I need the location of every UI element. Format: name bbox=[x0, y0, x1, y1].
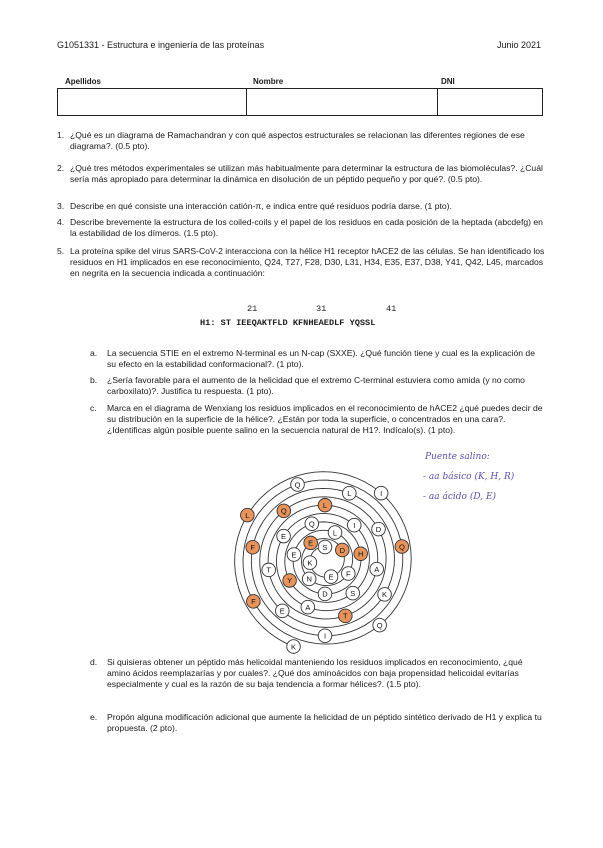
residue-letter: E bbox=[308, 538, 314, 548]
residue-letter: N bbox=[306, 574, 312, 584]
residue-14[interactable] bbox=[346, 586, 360, 600]
residue-16[interactable] bbox=[277, 529, 291, 543]
question-5: 5. La proteína spike del virus SARS-CoV-2 interacciona con la hélice H1 receptor hACE2 de las células. Se han identificado los residuos en H1 implicados en ese reconocimiento, Q24, T27, F28, D30, L31, H34, E35, E37, D38, Y41, Q42, L45, marcados en negrita en la secuencia indicada a continuación: bbox=[57, 246, 545, 278]
residue-letter: L bbox=[347, 489, 352, 498]
residue-32[interactable] bbox=[373, 618, 387, 632]
residue-letter: I bbox=[353, 520, 356, 530]
residue-2[interactable] bbox=[303, 556, 317, 570]
residue-27[interactable] bbox=[246, 540, 260, 554]
residue-6[interactable] bbox=[302, 572, 316, 586]
residue-letter: E bbox=[291, 550, 297, 560]
sequence-text: ST IEEQAKTFLD KFNHEAEDLF YQSSL bbox=[220, 318, 376, 328]
residue-28[interactable] bbox=[318, 629, 332, 643]
residue-3[interactable] bbox=[324, 570, 338, 584]
residue-letter: Q bbox=[280, 506, 287, 516]
residue-letter: L bbox=[332, 528, 338, 538]
residue-letter: F bbox=[250, 543, 255, 553]
residue-letter: T bbox=[266, 565, 272, 575]
question-2: 2. ¿Qué tres métodos experimentales se utilizan más habitualmente para determinar la estructura de las biomoléculas?. ¿Cuál sería más apropiado para determinar la dinámica en disolución de un péptido pequeño y por qué?. (0.5 pto). bbox=[57, 163, 543, 184]
question-4: 4. Describe brevemente la estructura de los coiled-coils y el papel de los residuos en cada posición de la heptada (abcdefg) en la estabilidad de los dímeros. (1.5 pto). bbox=[57, 217, 543, 238]
residue-18[interactable] bbox=[370, 562, 384, 576]
residue-letter: F bbox=[251, 597, 256, 607]
residue-letter: L bbox=[322, 500, 328, 510]
residue-21[interactable] bbox=[339, 609, 353, 623]
residue-letter: E bbox=[281, 531, 287, 541]
residue-31[interactable] bbox=[247, 595, 261, 609]
residue-17[interactable] bbox=[301, 600, 315, 614]
residue-letter: I bbox=[380, 488, 383, 498]
residue-letter: S bbox=[322, 542, 328, 552]
residue-letter: I bbox=[323, 631, 327, 641]
subquestion-b: b. ¿Sería favorable para el aumento de la helicidad que el extremo C-terminal estuviera como amida (y no como carboxilato)?. Justifica tu respuesta. (1 pto). bbox=[90, 375, 525, 396]
question-3: 3. Describe en qué consiste una interacción catión-π, e indica entre qué residuos podría darse. (1 pto). bbox=[57, 201, 452, 211]
residue-letter: A bbox=[305, 602, 311, 612]
surname-label: Apellidos bbox=[65, 77, 102, 86]
seq-number-41: 41 bbox=[386, 304, 397, 314]
residue-35[interactable] bbox=[287, 640, 301, 654]
name-label: Nombre bbox=[253, 77, 284, 86]
handwritten-note-line2: - aa ácido (D, E) bbox=[423, 492, 497, 502]
residue-letter: Q bbox=[398, 542, 405, 552]
student-id-table bbox=[57, 88, 543, 116]
sequence-line bbox=[200, 318, 375, 328]
residue-7[interactable] bbox=[342, 567, 356, 581]
residue-letter: E bbox=[279, 606, 285, 616]
residue-1[interactable] bbox=[318, 540, 332, 554]
residue-10[interactable] bbox=[318, 587, 332, 601]
residue-letter: A bbox=[374, 564, 380, 574]
residue-letter: K bbox=[291, 642, 297, 652]
residue-26[interactable] bbox=[343, 486, 357, 500]
residue-letter: L bbox=[245, 510, 250, 520]
residue-4[interactable] bbox=[336, 543, 350, 557]
residue-letter: D bbox=[322, 589, 328, 599]
wenxiang-diagram[interactable] bbox=[225, 452, 425, 657]
residue-20[interactable] bbox=[262, 563, 276, 577]
residue-15[interactable] bbox=[347, 518, 361, 532]
subquestion-a: a. La secuencia STIE en el extremo N-terminal es un N-cap (SXXE). ¿Qué función tiene y cual es la explicación de su efecto en la estabilidad conformacional?. (1 pto). bbox=[90, 348, 535, 369]
residue-11[interactable] bbox=[354, 547, 368, 561]
residue-letter: K bbox=[307, 558, 313, 568]
residue-5[interactable] bbox=[304, 536, 318, 550]
residue-letter: S bbox=[350, 588, 356, 598]
handwritten-note-line1: - aa básico (K, H, R) bbox=[423, 472, 515, 482]
residue-letter: D bbox=[375, 524, 382, 534]
residue-letter: Q bbox=[308, 519, 315, 529]
residue-letter: E bbox=[328, 572, 334, 582]
residue-letter: T bbox=[343, 611, 348, 621]
residue-19[interactable] bbox=[318, 498, 332, 512]
question-1: 1. ¿Qué es un diagrama de Ramachandran y con qué aspectos estructurales se relacionan las diferentes regiones de ese diagrama?. (0.5 pto). bbox=[57, 130, 525, 151]
residue-letter: K bbox=[382, 590, 388, 600]
residue-25[interactable] bbox=[378, 588, 392, 602]
residue-33[interactable] bbox=[374, 486, 388, 500]
subquestion-c: c. Marca en el diagrama de Wenxiang los residuos implicados en el reconocimiento de hACE2 ¿qué puedes decir de su distribución en la superficie de la hélice?. ¿Están por toda la superficie, o concentrados en una cara?. ¿Identificas algún posible puente salino en la secuencia natural de H1?. Indícalo(s). (1 pto). bbox=[90, 403, 543, 435]
residue-letter: D bbox=[339, 545, 346, 555]
course-title: G1051331 - Estructura e ingeniería de las proteínas bbox=[57, 40, 265, 50]
residue-letter: Q bbox=[376, 620, 383, 630]
residue-13[interactable] bbox=[283, 574, 297, 588]
residue-letter: F bbox=[346, 569, 351, 579]
residue-8[interactable] bbox=[328, 526, 342, 540]
seq-number-31: 31 bbox=[316, 304, 327, 314]
residue-letter: Q bbox=[294, 480, 301, 490]
exam-date: Junio 2021 bbox=[497, 40, 542, 50]
residue-letter: Y bbox=[287, 576, 293, 586]
subquestion-d: d. Si quisieras obtener un péptido más helicoidal manteniendo los residuos implicados en reconocimiento, ¿qué amino ácidos reemplazarías y por cuales?. ¿Qué dos aminoácidos con baja propensidad helicoidal evitarías especialmente y cual es la razón de su baja tendencia a formar hélices?. (1.5 pto). bbox=[90, 657, 523, 689]
residue-30[interactable] bbox=[291, 478, 305, 492]
residue-24[interactable] bbox=[275, 604, 289, 618]
subquestion-e: e. Propón alguna modificación adicional que aumente la helicidad de un péptido sintético derivado de H1 y explica tu propuesta. (2 pto). bbox=[90, 712, 542, 733]
residue-34[interactable] bbox=[241, 508, 255, 522]
sequence-label: H1: bbox=[200, 318, 216, 328]
residue-23[interactable] bbox=[277, 504, 291, 518]
handwritten-note-title: Puente salino: bbox=[425, 452, 490, 462]
residue-22[interactable] bbox=[372, 522, 386, 536]
table-divider bbox=[246, 89, 247, 115]
seq-number-21: 21 bbox=[247, 304, 258, 314]
residue-letter: H bbox=[357, 549, 364, 559]
residue-29[interactable] bbox=[395, 540, 409, 554]
residue-9[interactable] bbox=[287, 548, 301, 562]
residue-12[interactable] bbox=[305, 517, 319, 531]
table-divider bbox=[437, 89, 438, 115]
dni-label: DNI bbox=[441, 77, 455, 86]
